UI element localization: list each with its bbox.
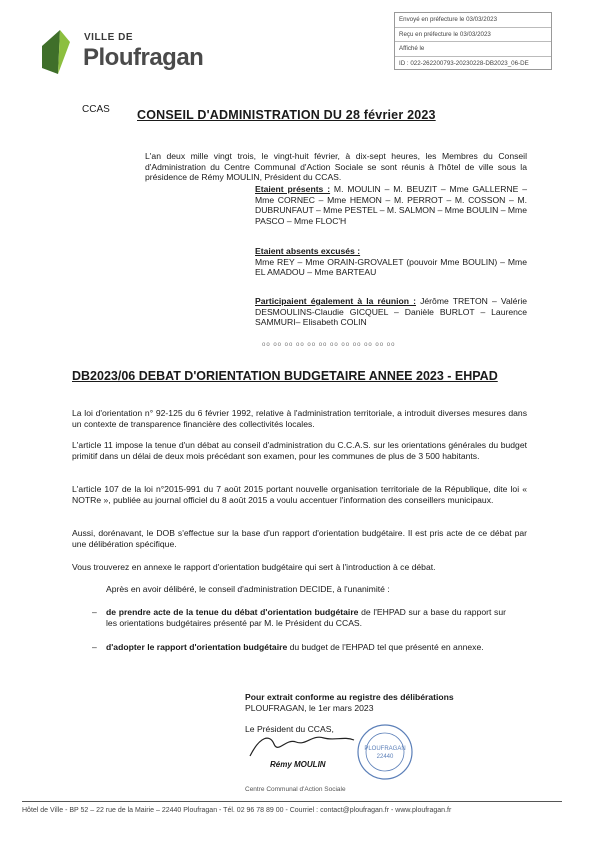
decision-paragraph-3: L'article 107 de la loi n°2015-991 du 7 août 2015 portant nouvelle organisation territoriale de la République, dite loi « NOTRe », publiée au journal officiel du 8 août 2015 a voulu accentuer l'information des conseillers municipaux. xyxy=(72,484,527,505)
decision-title: DB2023/06 DEBAT D'ORIENTATION BUDGETAIRE ANNEE 2023 - EHPAD xyxy=(72,369,498,383)
footer-address: Hôtel de Ville - BP 52 – 22 rue de la Mairie – 22440 Ploufragan - Tél. 02 96 78 89 00 - Courriel : contact@ploufragan.fr - www.ploufragan.fr xyxy=(22,807,452,814)
decision-paragraph-5: Vous trouverez en annexe le rapport d'orientation budgétaire qui sert à l'introduction à ce débat. xyxy=(72,562,436,572)
participants-block xyxy=(255,296,527,328)
bullet-dash-2: – xyxy=(92,642,97,652)
page-title: CONSEIL D'ADMINISTRATION DU 28 février 2023 xyxy=(137,108,436,122)
participants-label: Participaient également à la réunion : xyxy=(255,296,416,306)
handwritten-signature-icon xyxy=(240,728,360,762)
extract-statement: Pour extrait conforme au registre des délibérations xyxy=(245,692,454,702)
present-list: M. MOULIN – M. BEUZIT – Mme GALLERNE – Mme CORNEC – Mme HEMON – M. PERROT – M. COSSON – M. DUBRUNFAUT – Mme PESTEL – M. SALMON – Mme BOULIN – Mme PASCO – Mme FLOC'H xyxy=(255,184,527,226)
intro-paragraph: L'an deux mille vingt trois, le vingt-huit février, à dix-sept heures, les Membres du Conseil d'Administration du Centre Communal d'Action Sociale se sont réunis à l'hôtel de ville sous la présidence de Rémy MOULIN, Président du CCAS. xyxy=(145,151,527,183)
decision-paragraph-4: Aussi, dorénavant, le DOB s'effectue sur la base d'un rapport d'orientation budgétaire. Il est pris acte de ce débat par une délibération spécifique. xyxy=(72,528,527,549)
stamp-line-sent: Envoyé en préfecture le 03/03/2023 xyxy=(395,13,551,28)
absent-label: Etaient absents excusés : xyxy=(255,246,361,256)
present-label: Etaient présents : xyxy=(255,184,331,194)
ccas-label: CCAS xyxy=(82,104,110,115)
separator: oo oo oo oo oo oo oo oo oo oo oo oo xyxy=(262,342,396,348)
decision-item-1-text: de l'EHPAD sur a base du rapport sur les orientations budgétaires présenté par M. le Président du CCAS. xyxy=(106,607,506,628)
ploufragan-logo-icon xyxy=(38,28,72,76)
present-block xyxy=(255,184,527,226)
decision-item-2 xyxy=(106,642,506,653)
decision-item-1 xyxy=(106,607,506,628)
prefecture-stamp xyxy=(394,12,552,70)
stamp-line-received: Reçu en préfecture le 03/03/2023 xyxy=(395,28,551,43)
decision-paragraph-6: Après en avoir délibéré, le conseil d'administration DECIDE, à l'unanimité : xyxy=(106,584,390,594)
footer-divider xyxy=(22,801,562,802)
signature-role: Le Président du CCAS, xyxy=(245,724,334,734)
decision-item-2-bold: d'adopter le rapport d'orientation budgétaire xyxy=(106,642,288,652)
decision-item-2-text: du budget de l'EHPAD tel que présenté en annexe. xyxy=(287,642,484,652)
decision-item-1-bold: de prendre acte de la tenue du débat d'orientation budgétaire xyxy=(106,607,359,617)
svg-text:22440: 22440 xyxy=(376,754,394,760)
logo-ville-de: VILLE DE xyxy=(84,32,134,43)
absent-block xyxy=(255,246,527,278)
decision-paragraph-1: La loi d'orientation n° 92-125 du 6 février 1992, relative à l'administration territoriale, a introduit diverses mesures dans un contexte de transparence financière des collectivités locales. xyxy=(72,408,527,429)
participants-list: Jérôme TRETON – Valérie DESMOULINS-Claudie GICQUEL – Danièle BURLOT – Laurence SAMMURI– Elisabeth COLIN xyxy=(255,296,528,328)
absent-list: Mme REY – Mme ORAIN-GROVALET (pouvoir Mme BOULIN) – Mme EL AMADOU – Mme BARTEAU xyxy=(255,256,527,278)
stamp-line-posted: Affiché le xyxy=(395,42,551,57)
centre-label: Centre Communal d'Action Sociale xyxy=(245,786,346,793)
decision-paragraph-2: L'article 11 impose la tenue d'un débat au conseil d'administration du C.C.A.S. sur les orientations générales du budget primitif dans un délai de deux mois précédant son examen, pour les communes de plus de 3 500 habitants. xyxy=(72,440,527,461)
signature-place-date: PLOUFRAGAN, le 1er mars 2023 xyxy=(245,703,374,713)
bullet-dash-1: – xyxy=(92,607,97,617)
signatory-name: Rémy MOULIN xyxy=(270,760,326,769)
stamp-line-id: ID : 022-262200793-20230228-DB2023_06-DE xyxy=(399,59,529,67)
svg-text:PLOUFRAGAN: PLOUFRAGAN xyxy=(364,746,406,752)
ccas-seal-icon xyxy=(355,722,415,782)
logo-ploufragan: Ploufragan xyxy=(83,44,204,71)
